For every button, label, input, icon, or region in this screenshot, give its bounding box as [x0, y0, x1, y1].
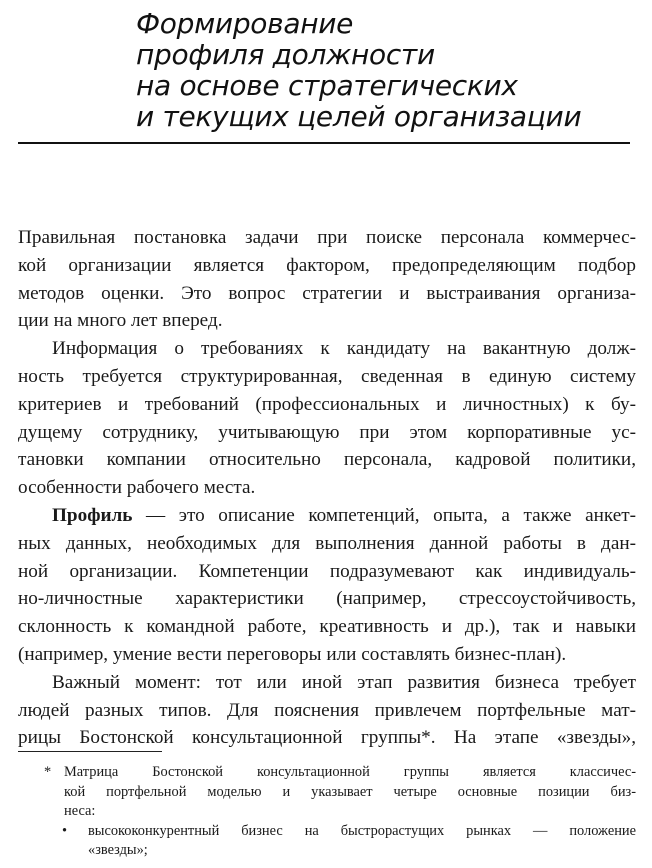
text-line: ции на много лет вперед.	[18, 310, 223, 332]
text-line: ных данных, необходимых для выполнения данной работы в дан-	[18, 532, 636, 554]
footnote-line: «звезды»;	[88, 842, 148, 858]
paragraph-4	[18, 669, 636, 752]
text-line: (например, умение вести переговоры или составлять бизнес-план).	[18, 643, 567, 665]
text-line: рицы Бостонской консультационной группы*. На этапе «звезды»,	[18, 727, 636, 749]
text-line: Информация о требованиях к кандидату на вакантную долж-	[52, 338, 636, 360]
heading-line: профиля должности	[136, 38, 435, 71]
body-text	[18, 224, 636, 752]
text-line: кой организации является фактором, предопределяющим подбор	[18, 254, 636, 276]
bullet-icon: •	[62, 822, 68, 839]
paragraph-3	[18, 502, 636, 669]
paragraph-1	[18, 224, 636, 335]
footnote	[44, 763, 636, 861]
text-fragment: — это описание компетенций, опыта, а также анкет-	[132, 504, 636, 526]
footnote-bullet-item	[44, 822, 636, 861]
text-line: особенности рабочего места.	[18, 477, 256, 499]
footnote-mark: *	[44, 764, 52, 780]
text-line	[18, 502, 636, 530]
footnote-line: кой портфельной моделью и указывает четыре основные позиции биз-	[64, 783, 636, 800]
text-line: но-личностные характеристики (например, стрессоустойчивость,	[18, 588, 636, 610]
text-line: методов оценки. Это вопрос стратегии и выстраивания организа-	[18, 282, 636, 304]
footnote-line	[44, 763, 636, 783]
heading-line: на основе стратегических	[136, 69, 518, 102]
footnote-line: высококонкурентный бизнес на быстрорастущих рынках — положение	[88, 822, 636, 839]
footnote-line: неса:	[64, 803, 96, 819]
text-line: дущему сотруднику, учитывающую при этом корпоративные ус-	[18, 421, 636, 443]
heading-line: Формирование	[136, 7, 354, 40]
term-profile: Профиль	[52, 504, 133, 526]
text-line: ность требуется структурированная, сведенная в единую систему	[18, 365, 636, 387]
section-heading	[136, 8, 636, 132]
heading-rule	[18, 142, 630, 144]
text-line: склонность к командной работе, креативность и др.), так и навыки	[18, 616, 636, 638]
text-fragment: Матрица Бостонской консультационной группы является классичес-	[64, 764, 636, 780]
heading-line: и текущих целей организации	[136, 100, 582, 133]
text-line: людей разных типов. Для пояснения привлечем портфельные мат-	[18, 699, 636, 721]
text-line: критериев и требований (профессиональных и личностных) к бу-	[18, 393, 636, 415]
footnote-rule	[18, 751, 162, 752]
paragraph-2	[18, 335, 636, 502]
text-line: ной организации. Компетенции подразумевают как индивидуаль-	[18, 560, 636, 582]
text-line: Правильная постановка задачи при поиске персонала коммерчес-	[18, 227, 636, 248]
text-line: Важный момент: тот или иной этап развития бизнеса требует	[52, 671, 636, 693]
text-line: тановки компании относительно персонала, кадровой политики,	[18, 449, 636, 471]
